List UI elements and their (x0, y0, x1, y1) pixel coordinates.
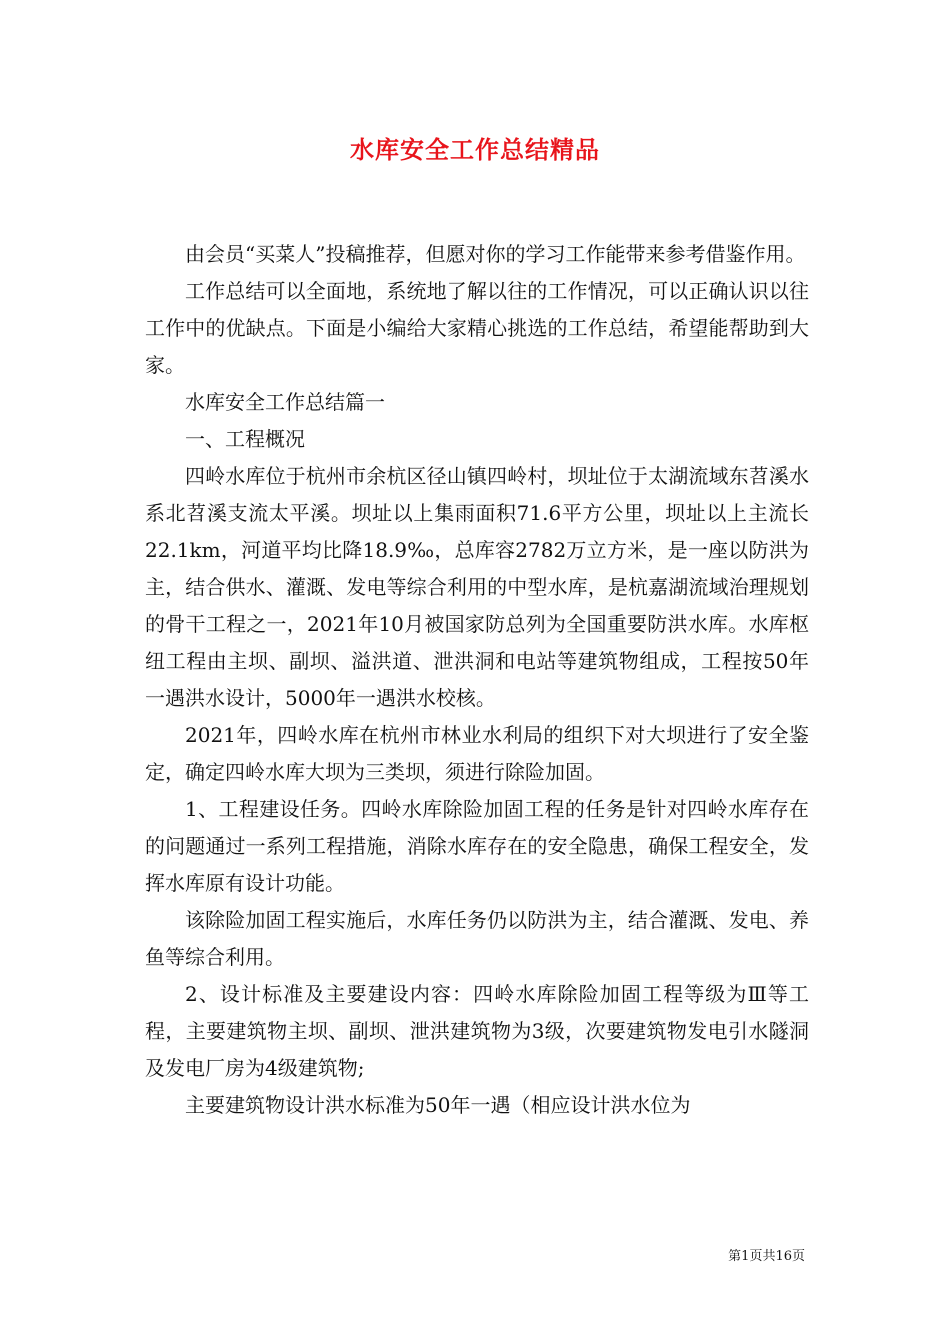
paragraph-assessment: 2021年，四岭水库在杭州市林业水利局的组织下对大坝进行了安全鉴定，确定四岭水库大坝为三类坝，须进行除险加固。 (145, 723, 809, 784)
subsection-heading: 一、工程概况 (185, 427, 305, 451)
paragraph-after-reinforcement: 该除险加固工程实施后，水库任务仍以防洪为主，结合灌溉、发电、养鱼等综合利用。 (145, 908, 809, 969)
paragraph-summary: 工作总结可以全面地，系统地了解以往的工作情况，可以正确认识以往工作中的优缺点。下面是小编给大家精心挑选的工作总结，希望能帮助到大家。 (145, 279, 809, 377)
paragraph-overview: 四岭水库位于杭州市余杭区径山镇四岭村，坝址位于太湖流域东苕溪水系北苕溪支流太平溪。坝址以上集雨面积71.6平方公里，坝址以上主流长22.1km，河道平均比降18.9‰，总库容2782万立方米，是一座以防洪为主，结合供水、灌溉、发电等综合利用的中型水库，是杭嘉湖流域治理规划的骨干工程之一，2021年10月被国家防总列为全国重要防洪水库。水库枢纽工程由主坝、副坝、溢洪道、泄洪洞和电站等建筑物组成，工程按50年一遇洪水设计，5000年一遇洪水校核。 (145, 464, 809, 710)
paragraph-task: 1、工程建设任务。四岭水库除险加固工程的任务是针对四岭水库存在的问题通过一系列工程措施，消除水库存在的安全隐患，确保工程安全，发挥水库原有设计功能。 (145, 797, 809, 895)
paragraph-intro: 由会员“买菜人”投稿推荐，但愿对你的学习工作能带来参考借鉴作用。 (185, 242, 806, 266)
document-title: 水库安全工作总结精品 (350, 136, 600, 164)
paragraph-design-standard: 2、设计标准及主要建设内容：四岭水库除险加固工程等级为Ⅲ等工程，主要建筑物主坝、副坝、泄洪建筑物为3级，次要建筑物发电引水隧洞及发电厂房为4级建筑物; (145, 982, 809, 1080)
section-heading: 水库安全工作总结篇一 (185, 390, 385, 414)
page-number: 第1页共16页 (728, 1249, 805, 1264)
document-body (145, 236, 809, 1124)
paragraph-flood-standard: 主要建筑物设计洪水标准为50年一遇（相应设计洪水位为 (185, 1093, 691, 1117)
